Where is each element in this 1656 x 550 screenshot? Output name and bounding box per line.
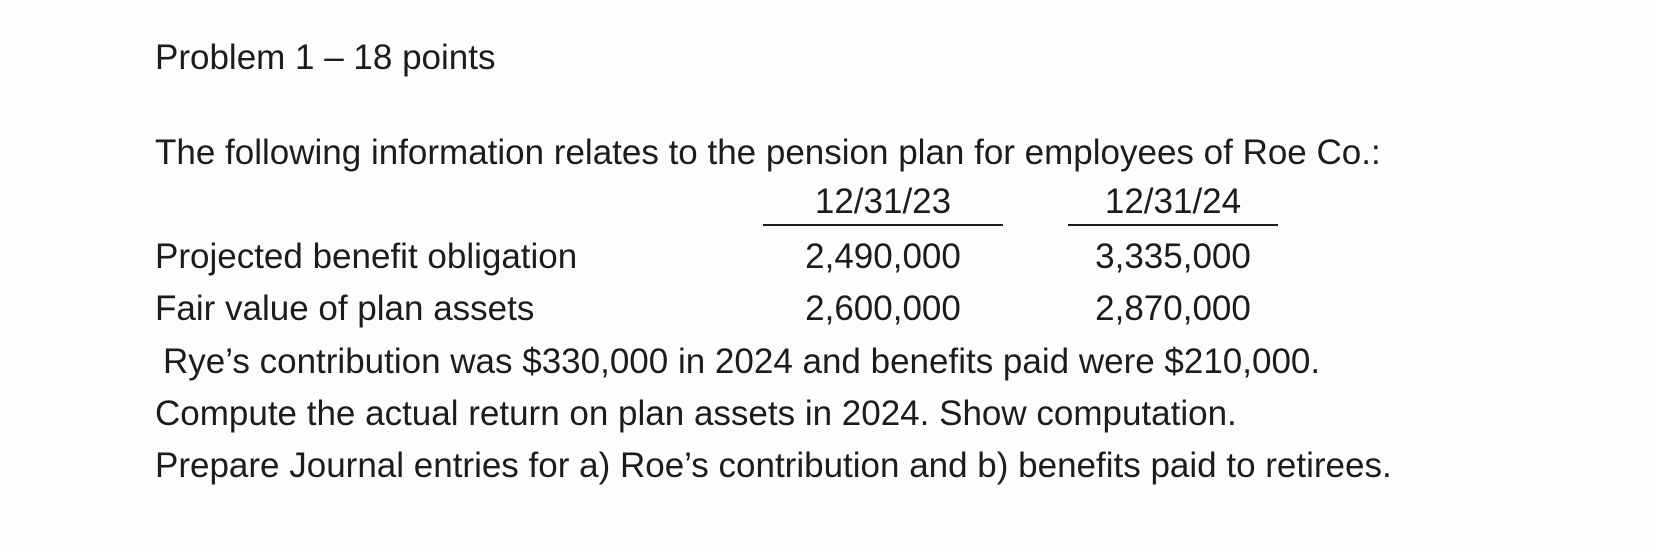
- journal-instruction: Prepare Journal entries for a) Roe’s contribution and b) benefits paid to retirees.: [155, 446, 1392, 485]
- column-header-2024: 12/31/24: [1068, 182, 1278, 226]
- pbo-2024-value: 3,335,000: [1095, 237, 1251, 276]
- plan-assets-2023-value: 2,600,000: [805, 289, 961, 328]
- contribution-text: Rye’s contribution was $330,000 in 2024 and benefits paid were $210,000.: [163, 342, 1321, 381]
- pbo-2023-value: 2,490,000: [805, 237, 961, 276]
- problem-title: Problem 1 – 18 points: [155, 38, 496, 77]
- column-header-2023: 12/31/23: [763, 182, 1003, 226]
- row-label-plan-assets: Fair value of plan assets: [155, 289, 535, 328]
- compute-instruction: Compute the actual return on plan assets in 2024. Show computation.: [155, 394, 1237, 433]
- plan-assets-2024-value: 2,870,000: [1095, 289, 1251, 328]
- problem-intro: The following information relates to the pension plan for employees of Roe Co.:: [155, 133, 1381, 172]
- row-label-pbo: Projected benefit obligation: [155, 237, 578, 276]
